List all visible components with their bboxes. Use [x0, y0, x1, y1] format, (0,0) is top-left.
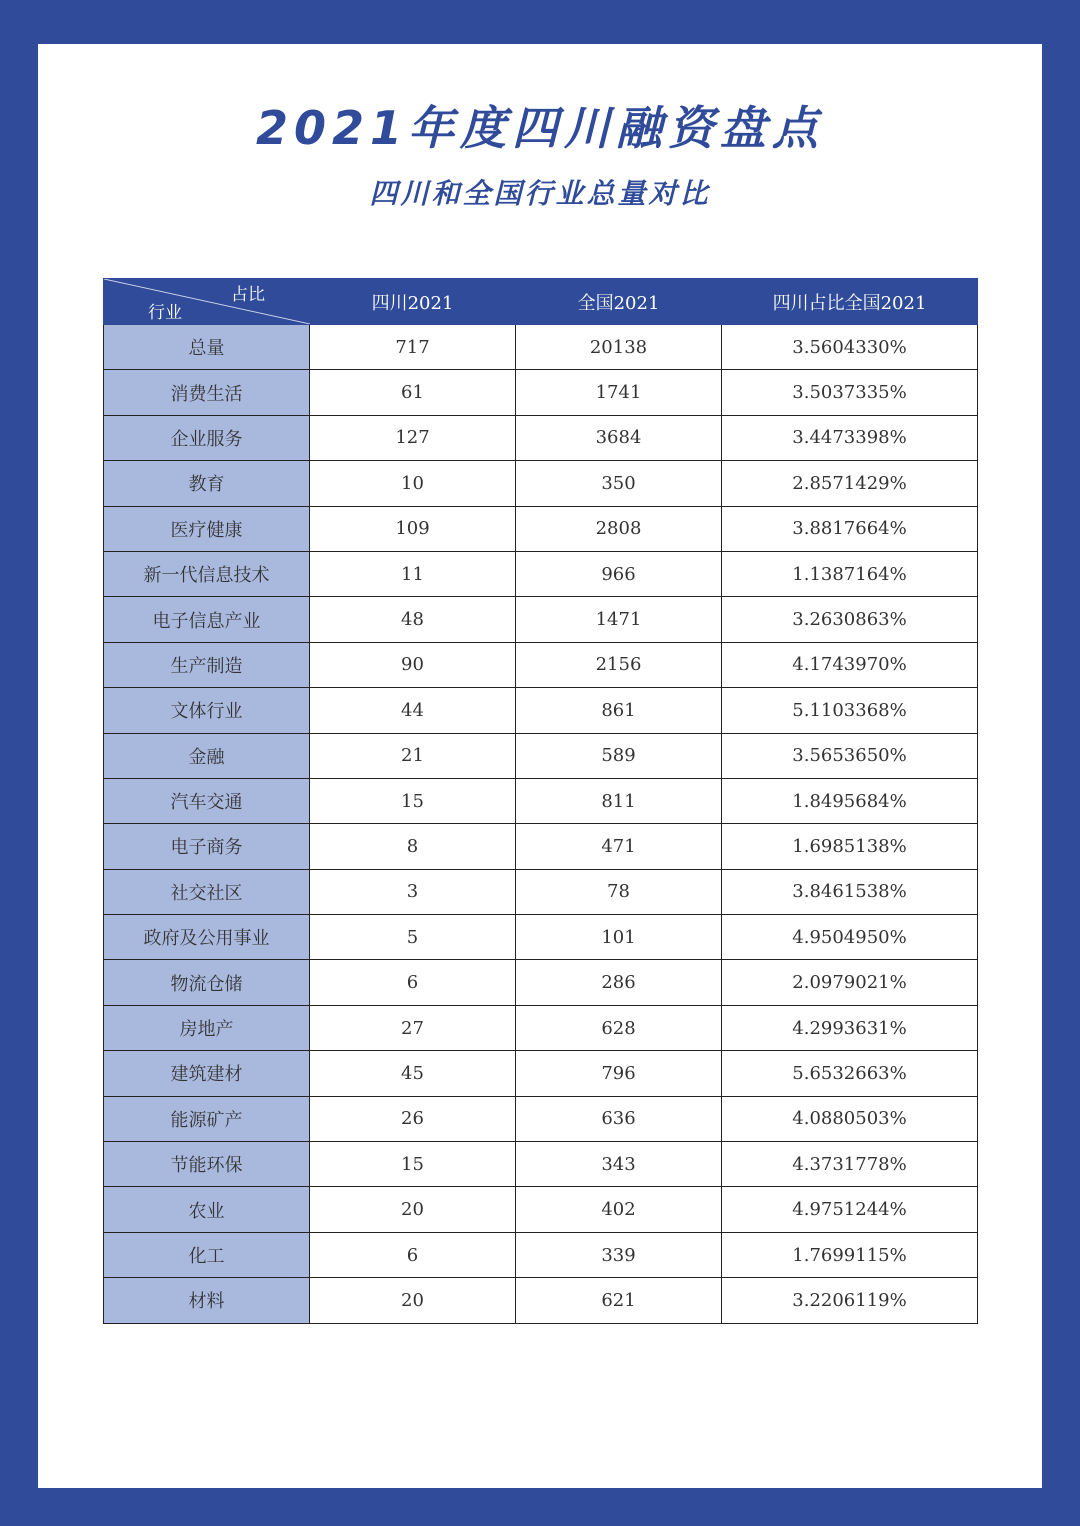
table-row — [104, 506, 978, 551]
ratio-cell: 3.2630863% — [722, 597, 978, 642]
industry-cell: 材料 — [104, 1278, 310, 1323]
national-count-cell: 286 — [516, 960, 722, 1005]
ratio-cell: 4.9751244% — [722, 1187, 978, 1232]
national-count-cell: 471 — [516, 824, 722, 869]
document-page — [38, 44, 1042, 1488]
national-count-cell: 1471 — [516, 597, 722, 642]
sichuan-count-cell: 15 — [310, 778, 516, 823]
ratio-cell: 5.1103368% — [722, 688, 978, 733]
sichuan-count-cell: 109 — [310, 506, 516, 551]
ratio-cell: 4.9504950% — [722, 915, 978, 960]
industry-cell: 农业 — [104, 1187, 310, 1232]
ratio-cell: 3.5604330% — [722, 325, 978, 370]
table-row — [104, 915, 978, 960]
sichuan-count-cell: 717 — [310, 325, 516, 370]
corner-label-ratio: 占比 — [231, 285, 265, 305]
industry-cell: 化工 — [104, 1232, 310, 1277]
national-count-cell: 1741 — [516, 370, 722, 415]
national-count-cell: 621 — [516, 1278, 722, 1323]
ratio-cell: 4.0880503% — [722, 1096, 978, 1141]
ratio-cell: 1.6985138% — [722, 824, 978, 869]
industry-cell: 节能环保 — [104, 1142, 310, 1187]
table-row — [104, 688, 978, 733]
industry-cell: 医疗健康 — [104, 506, 310, 551]
table-row — [104, 325, 978, 370]
table-row — [104, 733, 978, 778]
table-row — [104, 642, 978, 687]
sichuan-count-cell: 44 — [310, 688, 516, 733]
column-header-national: 全国2021 — [516, 279, 722, 325]
table-row — [104, 1096, 978, 1141]
sichuan-count-cell: 21 — [310, 733, 516, 778]
ratio-cell: 4.2993631% — [722, 1005, 978, 1050]
table-row — [104, 778, 978, 823]
table-header-row — [104, 279, 978, 325]
sichuan-count-cell: 27 — [310, 1005, 516, 1050]
ratio-cell: 3.8461538% — [722, 869, 978, 914]
national-count-cell: 350 — [516, 461, 722, 506]
ratio-cell: 5.6532663% — [722, 1051, 978, 1096]
page-subtitle: 四川和全国行业总量对比 — [369, 177, 711, 210]
national-count-cell: 343 — [516, 1142, 722, 1187]
national-count-cell: 811 — [516, 778, 722, 823]
ratio-cell: 3.8817664% — [722, 506, 978, 551]
industry-cell: 电子信息产业 — [104, 597, 310, 642]
sichuan-count-cell: 90 — [310, 642, 516, 687]
national-count-cell: 2156 — [516, 642, 722, 687]
table-row — [104, 1278, 978, 1323]
sichuan-count-cell: 6 — [310, 960, 516, 1005]
ratio-cell: 4.1743970% — [722, 642, 978, 687]
industry-cell: 能源矿产 — [104, 1096, 310, 1141]
sichuan-count-cell: 20 — [310, 1278, 516, 1323]
ratio-cell: 1.7699115% — [722, 1232, 978, 1277]
industry-cell: 企业服务 — [104, 415, 310, 460]
industry-cell: 房地产 — [104, 1005, 310, 1050]
column-header-ratio: 四川占比全国2021 — [722, 279, 978, 325]
ratio-cell: 3.2206119% — [722, 1278, 978, 1323]
sichuan-count-cell: 15 — [310, 1142, 516, 1187]
table-row — [104, 1232, 978, 1277]
table-row — [104, 1142, 978, 1187]
national-count-cell: 636 — [516, 1096, 722, 1141]
industry-cell: 汽车交通 — [104, 778, 310, 823]
ratio-cell: 4.3731778% — [722, 1142, 978, 1187]
corner-label-industry: 行业 — [148, 303, 182, 323]
ratio-cell: 3.5037335% — [722, 370, 978, 415]
table-row — [104, 1005, 978, 1050]
ratio-cell: 1.1387164% — [722, 551, 978, 596]
industry-cell: 文体行业 — [104, 688, 310, 733]
sichuan-count-cell: 11 — [310, 551, 516, 596]
industry-cell: 教育 — [104, 461, 310, 506]
industry-cell: 建筑建材 — [104, 1051, 310, 1096]
sichuan-count-cell: 20 — [310, 1187, 516, 1232]
national-count-cell: 589 — [516, 733, 722, 778]
national-count-cell: 861 — [516, 688, 722, 733]
ratio-cell: 3.4473398% — [722, 415, 978, 460]
sichuan-count-cell: 6 — [310, 1232, 516, 1277]
column-header-sichuan: 四川2021 — [310, 279, 516, 325]
national-count-cell: 402 — [516, 1187, 722, 1232]
sichuan-count-cell: 127 — [310, 415, 516, 460]
sichuan-count-cell: 61 — [310, 370, 516, 415]
sichuan-count-cell: 48 — [310, 597, 516, 642]
industry-cell: 社交社区 — [104, 869, 310, 914]
comparison-table — [103, 278, 978, 1324]
ratio-cell: 2.0979021% — [722, 960, 978, 1005]
industry-cell: 总量 — [104, 325, 310, 370]
ratio-cell: 3.5653650% — [722, 733, 978, 778]
table-row — [104, 551, 978, 596]
sichuan-count-cell: 45 — [310, 1051, 516, 1096]
industry-cell: 电子商务 — [104, 824, 310, 869]
table-row — [104, 1051, 978, 1096]
corner-header-cell — [104, 279, 310, 325]
table-row — [104, 415, 978, 460]
industry-cell: 消费生活 — [104, 370, 310, 415]
table-row — [104, 960, 978, 1005]
table-row — [104, 461, 978, 506]
national-count-cell: 3684 — [516, 415, 722, 460]
national-count-cell: 966 — [516, 551, 722, 596]
page-title: 2021年度四川融资盘点 — [255, 101, 825, 155]
sichuan-count-cell: 3 — [310, 869, 516, 914]
table-row — [104, 1187, 978, 1232]
sichuan-count-cell: 5 — [310, 915, 516, 960]
sichuan-count-cell: 10 — [310, 461, 516, 506]
table-row — [104, 869, 978, 914]
industry-cell: 物流仓储 — [104, 960, 310, 1005]
table-row — [104, 824, 978, 869]
table-row — [104, 597, 978, 642]
national-count-cell: 796 — [516, 1051, 722, 1096]
industry-cell: 政府及公用事业 — [104, 915, 310, 960]
ratio-cell: 1.8495684% — [722, 778, 978, 823]
national-count-cell: 2808 — [516, 506, 722, 551]
table-row — [104, 370, 978, 415]
national-count-cell: 628 — [516, 1005, 722, 1050]
industry-cell: 金融 — [104, 733, 310, 778]
industry-cell: 新一代信息技术 — [104, 551, 310, 596]
sichuan-count-cell: 26 — [310, 1096, 516, 1141]
industry-cell: 生产制造 — [104, 642, 310, 687]
national-count-cell: 339 — [516, 1232, 722, 1277]
national-count-cell: 20138 — [516, 325, 722, 370]
national-count-cell: 78 — [516, 869, 722, 914]
national-count-cell: 101 — [516, 915, 722, 960]
ratio-cell: 2.8571429% — [722, 461, 978, 506]
diagonal-divider — [104, 279, 310, 324]
sichuan-count-cell: 8 — [310, 824, 516, 869]
